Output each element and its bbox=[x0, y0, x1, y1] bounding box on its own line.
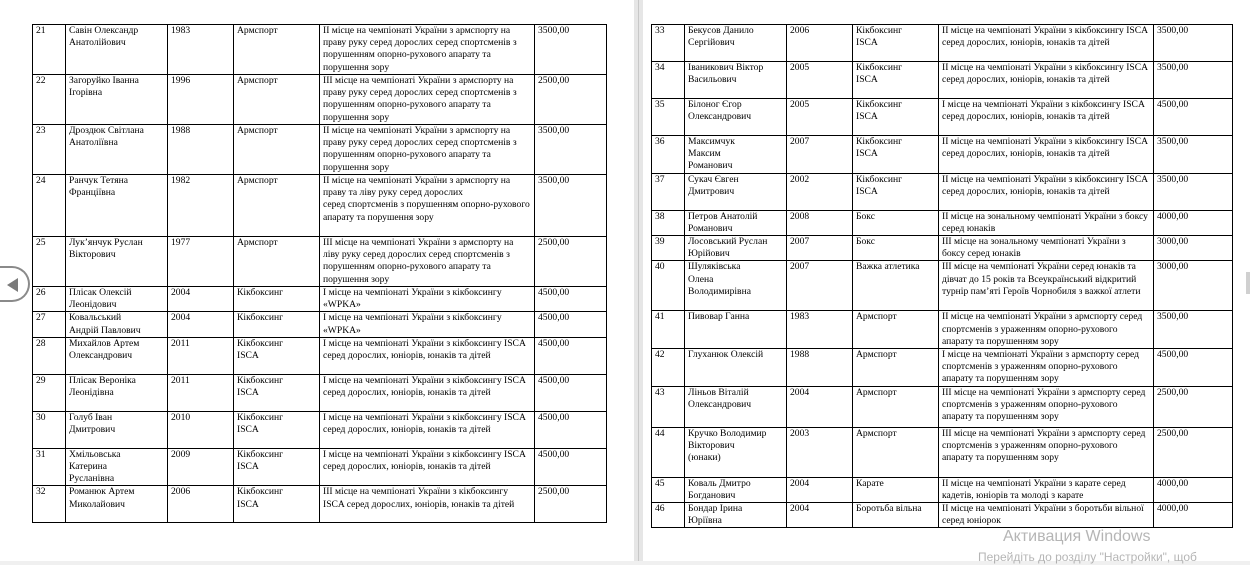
achievement-text: II місце на чемпіонаті України з армспорту на праву руку серед дорослих серед спортсменів з порушенням опорно-рухового апарату та порушення зору bbox=[320, 125, 535, 175]
birth-year: 1982 bbox=[168, 175, 234, 237]
achievement-text: І місце на чемпіонаті України з кікбоксингу ISCA серед дорослих, юніорів, юнаків та дітей bbox=[320, 448, 535, 486]
sport-type: Кікбоксинг ISCA bbox=[234, 448, 320, 486]
athlete-name: Голуб Іван Дмитрович bbox=[66, 411, 168, 448]
achievement-text: І місце на чемпіонаті України з армспорту серед спортсменів з ураженням опорно-рухового апарату та порушенням зору bbox=[939, 349, 1154, 387]
award-amount: 3500,00 bbox=[535, 125, 607, 175]
award-amount: 3500,00 bbox=[1154, 311, 1233, 349]
award-amount: 4500,00 bbox=[535, 448, 607, 486]
achievement-text: III місце на чемпіонаті України з армспорту на праву руку серед дорослих серед спортсменів з порушенням опорно-рухового апарату та порушення зору bbox=[320, 75, 535, 125]
award-amount: 4000,00 bbox=[1154, 503, 1233, 528]
achievement-text: ІІ місце на чемпіонаті України з кікбоксингу ISCA серед дорослих, юніорів, юнаків та дітей bbox=[939, 62, 1154, 99]
birth-year: 2011 bbox=[168, 337, 234, 374]
sport-type: Кікбоксинг ISCA bbox=[234, 486, 320, 523]
athlete-name: Лосовський Руслан Юрійович bbox=[685, 236, 787, 261]
birth-year: 2004 bbox=[168, 312, 234, 337]
row-number: 44 bbox=[652, 427, 685, 477]
sport-type: Армспорт bbox=[234, 125, 320, 175]
achievement-text: І місце на чемпіонаті України з кікбоксингу ISCA серед дорослих, юніорів, юнаків та дітей bbox=[320, 374, 535, 411]
award-amount: 3500,00 bbox=[1154, 136, 1233, 174]
athlete-name: Бондар Ірина Юріївна bbox=[685, 503, 787, 528]
table-row bbox=[652, 25, 1233, 62]
award-amount: 2500,00 bbox=[1154, 386, 1233, 427]
athlete-name: Хмільовська Катерина Русланівна bbox=[66, 448, 168, 486]
athlete-name: Лук’янчук Руслан Вікторович bbox=[66, 237, 168, 287]
birth-year: 1988 bbox=[168, 125, 234, 175]
achievement-text: ІІ місце на зональному чемпіонаті України з боксу серед юнаків bbox=[939, 210, 1154, 235]
table-row bbox=[33, 175, 607, 237]
achievement-text: ІІІ місце на чемпіонаті України з армспорту серед спортсменів з ураженням опорно-рухового апарату та порушенням зору bbox=[939, 427, 1154, 477]
award-amount: 4500,00 bbox=[1154, 99, 1233, 136]
athlete-name: Савін Олександр Анатолійович bbox=[66, 25, 168, 75]
achievement-text: ІІ місце на чемпіонаті України з кікбоксингу ISCA серед дорослих, юніорів, юнаків та дітей bbox=[939, 25, 1154, 62]
row-number: 25 bbox=[33, 237, 66, 287]
sport-type: Кікбоксинг ISCA bbox=[853, 62, 939, 99]
table-row bbox=[33, 237, 607, 287]
birth-year: 2004 bbox=[787, 477, 853, 502]
row-number: 39 bbox=[652, 236, 685, 261]
sport-type: Армспорт bbox=[234, 25, 320, 75]
row-number: 38 bbox=[652, 210, 685, 235]
achievement-text: І місце на чемпіонаті України з кікбоксингу ISCA серед дорослих, юніорів, юнаків та дітей bbox=[320, 411, 535, 448]
table-row bbox=[652, 99, 1233, 136]
sport-type: Армспорт bbox=[853, 427, 939, 477]
award-amount: 3000,00 bbox=[1154, 261, 1233, 311]
row-number: 32 bbox=[33, 486, 66, 523]
birth-year: 2003 bbox=[787, 427, 853, 477]
birth-year: 2011 bbox=[168, 374, 234, 411]
achievement-text: І місце на чемпіонаті України з кікбоксингу ISCA серед дорослих, юніорів, юнаків та дітей bbox=[939, 99, 1154, 136]
row-number: 30 bbox=[33, 411, 66, 448]
achievement-text: ІІ місце на чемпіонаті України з боротьби вільної серед юніорок bbox=[939, 503, 1154, 528]
birth-year: 2008 bbox=[787, 210, 853, 235]
athlete-name: Кручко Володимир Вікторович (юнаки) bbox=[685, 427, 787, 477]
athlete-name: Ковальський Андрій Павлович bbox=[66, 312, 168, 337]
award-amount: 3500,00 bbox=[1154, 173, 1233, 210]
table-row bbox=[652, 236, 1233, 261]
table-row bbox=[33, 312, 607, 337]
scroll-edge bbox=[1246, 272, 1250, 294]
award-amount: 3500,00 bbox=[535, 175, 607, 237]
athlete-name: Сукач Євген Дмитрович bbox=[685, 173, 787, 210]
sport-type: Армспорт bbox=[234, 175, 320, 237]
achievement-text: ІІ місце на чемпіонаті України з армспорту серед спортсменів з ураженням опорно-рухового апарату та порушенням зору bbox=[939, 311, 1154, 349]
row-number: 36 bbox=[652, 136, 685, 174]
birth-year: 2010 bbox=[168, 411, 234, 448]
table-row bbox=[652, 349, 1233, 387]
table-row bbox=[33, 374, 607, 411]
row-number: 41 bbox=[652, 311, 685, 349]
row-number: 33 bbox=[652, 25, 685, 62]
athlete-name: Ранчук Тетяна Франціївна bbox=[66, 175, 168, 237]
achievement-text: ІІ місце на чемпіонаті України з кікбоксингу ISCA серед дорослих, юніорів, юнаків та дітей bbox=[939, 173, 1154, 210]
award-amount: 2500,00 bbox=[1154, 427, 1233, 477]
table-row bbox=[652, 386, 1233, 427]
sport-type: Кікбоксинг ISCA bbox=[234, 374, 320, 411]
row-number: 29 bbox=[33, 374, 66, 411]
award-amount: 4500,00 bbox=[535, 312, 607, 337]
row-number: 35 bbox=[652, 99, 685, 136]
award-amount: 4000,00 bbox=[1154, 477, 1233, 502]
achievement-text: II місце на чемпіонаті України з армспорту на праву та ліву руку серед дорослих серед спортсменів з порушенням опорно-рухового апарату та порушення зору bbox=[320, 175, 535, 237]
birth-year: 2007 bbox=[787, 261, 853, 311]
achievement-text: ІІІ місце на зональному чемпіонаті України з боксу серед юнаків bbox=[939, 236, 1154, 261]
row-number: 26 bbox=[33, 287, 66, 312]
table-row bbox=[33, 411, 607, 448]
awards-table-left bbox=[32, 24, 607, 523]
awards-table-right bbox=[651, 24, 1233, 528]
athlete-name: Дроздюк Світлана Анатоліївна bbox=[66, 125, 168, 175]
table-row bbox=[33, 486, 607, 523]
athlete-name: Романюк Артем Миколайович bbox=[66, 486, 168, 523]
award-amount: 3500,00 bbox=[1154, 25, 1233, 62]
birth-year: 2004 bbox=[787, 503, 853, 528]
athlete-name: Іваникович Віктор Васильович bbox=[685, 62, 787, 99]
birth-year: 2002 bbox=[787, 173, 853, 210]
sport-type: Бокс bbox=[853, 236, 939, 261]
athlete-name: Коваль Дмитро Богданович bbox=[685, 477, 787, 502]
table-row bbox=[652, 477, 1233, 502]
award-amount: 3500,00 bbox=[535, 25, 607, 75]
row-number: 42 bbox=[652, 349, 685, 387]
sport-type: Кікбоксинг ISCA bbox=[853, 136, 939, 174]
sport-type: Кікбоксинг bbox=[234, 287, 320, 312]
sport-type: Кікбоксинг ISCA bbox=[853, 99, 939, 136]
table-row bbox=[652, 136, 1233, 174]
birth-year: 2005 bbox=[787, 62, 853, 99]
previous-page-button[interactable] bbox=[0, 266, 30, 302]
row-number: 46 bbox=[652, 503, 685, 528]
achievement-text: III місце на чемпіонаті України з армспорту на ліву руку серед дорослих серед спортсменів з порушенням опорно-рухового апарату та порушення зору bbox=[320, 237, 535, 287]
row-number: 43 bbox=[652, 386, 685, 427]
row-number: 27 bbox=[33, 312, 66, 337]
award-amount: 2500,00 bbox=[535, 486, 607, 523]
achievement-text: ІІІ місце на чемпіонаті України з кікбоксингу ISCA серед дорослих, юніорів, юнаків та дітей bbox=[320, 486, 535, 523]
table-row bbox=[652, 210, 1233, 235]
award-amount: 2500,00 bbox=[535, 75, 607, 125]
sport-type: Армспорт bbox=[234, 237, 320, 287]
athlete-name: Плісак Вероніка Леонідівна bbox=[66, 374, 168, 411]
sport-type: Армспорт bbox=[234, 75, 320, 125]
birth-year: 2004 bbox=[787, 386, 853, 427]
table-row bbox=[652, 503, 1233, 528]
row-number: 45 bbox=[652, 477, 685, 502]
birth-year: 2009 bbox=[168, 448, 234, 486]
birth-year: 1988 bbox=[787, 349, 853, 387]
table-row bbox=[33, 125, 607, 175]
table-row bbox=[652, 311, 1233, 349]
athlete-name: Загоруйко Іванна Ігорівна bbox=[66, 75, 168, 125]
award-amount: 4500,00 bbox=[535, 411, 607, 448]
row-number: 28 bbox=[33, 337, 66, 374]
page-gap bbox=[634, 0, 643, 561]
watermark-line-1: Активация Windows bbox=[1003, 528, 1151, 545]
sport-type: Армспорт bbox=[853, 386, 939, 427]
achievement-text: І місце на чемпіонаті України з кікбоксингу «WPKA» bbox=[320, 287, 535, 312]
sport-type: Кікбоксинг ISCA bbox=[234, 337, 320, 374]
table-row bbox=[33, 337, 607, 374]
table-row bbox=[652, 173, 1233, 210]
athlete-name: Бекусов Данило Сергійович bbox=[685, 25, 787, 62]
achievement-text: ІІ місце на чемпіонаті України з карате серед кадетів, юніорів та молоді з карате bbox=[939, 477, 1154, 502]
row-number: 22 bbox=[33, 75, 66, 125]
sport-type: Бокс bbox=[853, 210, 939, 235]
award-amount: 3500,00 bbox=[1154, 62, 1233, 99]
table-row bbox=[33, 448, 607, 486]
achievement-text: ІІІ місце на чемпіонаті України з армспорту серед спортсменів з ураженням опорно-рухового апарату та порушенням зору bbox=[939, 386, 1154, 427]
achievement-text: ІІ місце на чемпіонаті України з кікбоксингу ISCA серед дорослих, юніорів, юнаків та дітей bbox=[939, 136, 1154, 174]
row-number: 21 bbox=[33, 25, 66, 75]
athlete-name: Глуханюк Олексій bbox=[685, 349, 787, 387]
achievement-text: II місце на чемпіонаті України з армспорту на праву руку серед дорослих серед спортсменів з порушенням опорно-рухового апарату та порушення зору bbox=[320, 25, 535, 75]
table-row bbox=[33, 25, 607, 75]
birth-year: 2007 bbox=[787, 236, 853, 261]
document-page-right bbox=[643, 0, 1250, 561]
table-row bbox=[33, 287, 607, 312]
table-row bbox=[652, 427, 1233, 477]
sport-type: Кікбоксинг bbox=[234, 312, 320, 337]
table-row bbox=[33, 75, 607, 125]
sport-type: Армспорт bbox=[853, 349, 939, 387]
watermark-line-2: Перейдіть до розділу "Настройки", щоб bbox=[978, 550, 1197, 564]
row-number: 23 bbox=[33, 125, 66, 175]
achievement-text: І місце на чемпіонаті України з кікбоксингу ISCA серед дорослих, юніорів, юнаків та дітей bbox=[320, 337, 535, 374]
row-number: 24 bbox=[33, 175, 66, 237]
birth-year: 1983 bbox=[787, 311, 853, 349]
sport-type: Армспорт bbox=[853, 311, 939, 349]
birth-year: 2006 bbox=[787, 25, 853, 62]
sport-type: Важка атлетика bbox=[853, 261, 939, 311]
award-amount: 4000,00 bbox=[1154, 210, 1233, 235]
sport-type: Карате bbox=[853, 477, 939, 502]
birth-year: 1996 bbox=[168, 75, 234, 125]
birth-year: 2007 bbox=[787, 136, 853, 174]
achievement-text: ІІІ місце на чемпіонаті України серед юнаків та дівчат до 15 років та Всеукраїнський відкритий турнір пам’яті Героїв Чорнобиля з важкої атлети bbox=[939, 261, 1154, 311]
birth-year: 1977 bbox=[168, 237, 234, 287]
birth-year: 2006 bbox=[168, 486, 234, 523]
table-row bbox=[652, 261, 1233, 311]
athlete-name: Білоног Єгор Олександрович bbox=[685, 99, 787, 136]
athlete-name: Плісак Олексій Леонідович bbox=[66, 287, 168, 312]
athlete-name: Петров Анатолій Романович bbox=[685, 210, 787, 235]
award-amount: 4500,00 bbox=[1154, 349, 1233, 387]
award-amount: 4500,00 bbox=[535, 374, 607, 411]
athlete-name: Михайлов Артем Олександрович bbox=[66, 337, 168, 374]
table-row bbox=[652, 62, 1233, 99]
birth-year: 1983 bbox=[168, 25, 234, 75]
athlete-name: Ліньов Віталій Олександрович bbox=[685, 386, 787, 427]
row-number: 31 bbox=[33, 448, 66, 486]
award-amount: 4500,00 bbox=[535, 337, 607, 374]
chevron-left-icon bbox=[7, 278, 18, 292]
award-amount: 2500,00 bbox=[535, 237, 607, 287]
athlete-name: Шуляківська Олена Володимирівна bbox=[685, 261, 787, 311]
sport-type: Кікбоксинг ISCA bbox=[234, 411, 320, 448]
athlete-name: Пивовар Ганна bbox=[685, 311, 787, 349]
birth-year: 2005 bbox=[787, 99, 853, 136]
achievement-text: І місце на чемпіонаті України з кікбоксингу «WPKA» bbox=[320, 312, 535, 337]
sport-type: Кікбоксинг ISCA bbox=[853, 25, 939, 62]
award-amount: 3000,00 bbox=[1154, 236, 1233, 261]
athlete-name: Максимчук Максим Романович bbox=[685, 136, 787, 174]
sport-type: Боротьба вільна bbox=[853, 503, 939, 528]
row-number: 34 bbox=[652, 62, 685, 99]
row-number: 40 bbox=[652, 261, 685, 311]
award-amount: 4500,00 bbox=[535, 287, 607, 312]
row-number: 37 bbox=[652, 173, 685, 210]
birth-year: 2004 bbox=[168, 287, 234, 312]
sport-type: Кікбоксинг ISCA bbox=[853, 173, 939, 210]
